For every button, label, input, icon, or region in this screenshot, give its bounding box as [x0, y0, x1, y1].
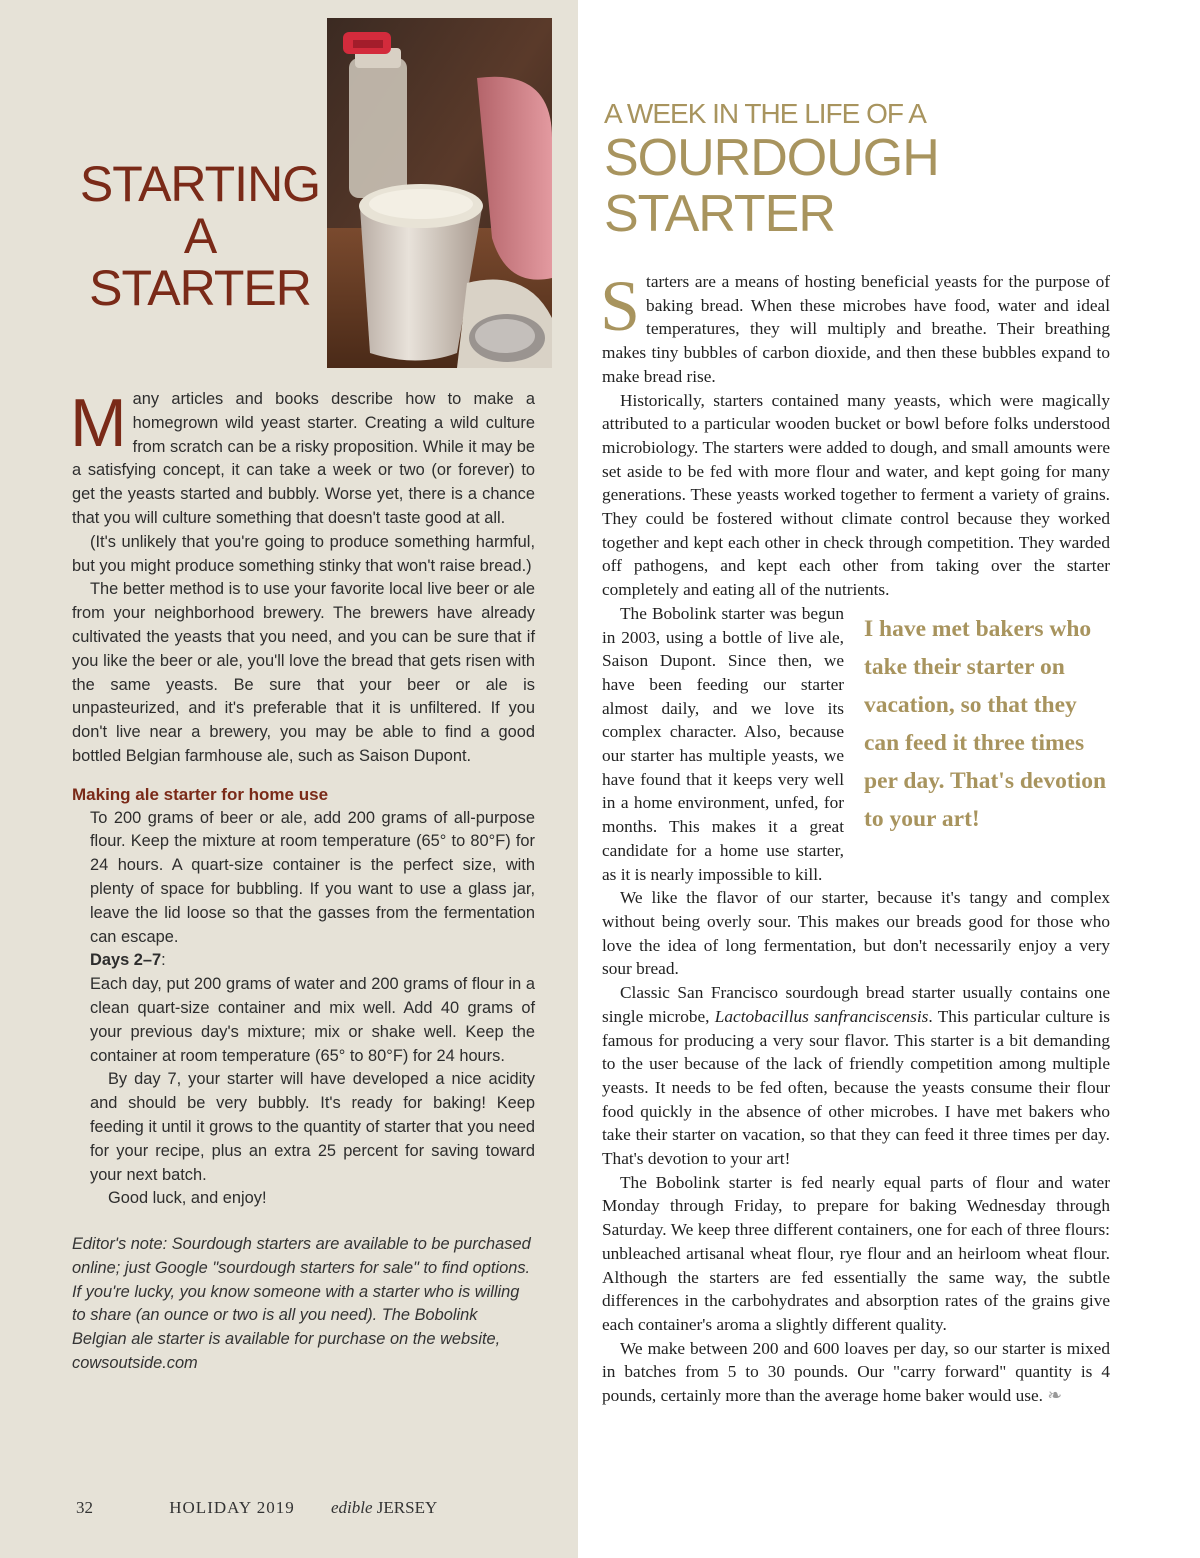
recipe-days-heading: [90, 949, 535, 973]
sidebar-title-line: A: [183, 208, 217, 264]
magazine-name: JERSEY: [376, 1498, 438, 1517]
recipe-block: [72, 807, 535, 1212]
article-headline: [604, 130, 939, 242]
article-paragraph: [600, 266, 1110, 389]
page-number: 32: [76, 1498, 93, 1517]
recipe-step: Each day, put 200 grams of water and 200 grams of flour in a clean quart-size container and mix well. Add 40 grams of your previous day's mixture; mix or shake well. Keep the container at room temperature (65° to 80°F) for 24 hours.: [90, 975, 535, 1065]
sidebar-title-line: STARTER: [89, 260, 311, 316]
sidebar-intro-text: any articles and books describe how to make a homegrown wild yeast starter. Creating a wild culture from scratch can be a risky proposition. While it may be a satisfying concept, it can take a week or two (or forever) to get the yeasts started and bubbly. Worse yet, there is a chance that you will culture something that doesn't taste good at all.: [72, 390, 535, 527]
article-kicker: A WEEK IN THE LIFE OF A: [604, 98, 926, 129]
drop-cap: M: [70, 385, 127, 461]
sidebar-title-line: STARTING: [79, 156, 321, 212]
sidebar-intro-paragraph: [70, 385, 535, 531]
article-paragraph: The Bobolink starter was begun in 2003, using a bottle of live ale, Saison Dupont. Since then, we have been feeding our starter almost daily, and we love its complex character. Also, because our starter has multiple yeasts, we have found that it keeps very well in a home environment, unfed, for months. This makes it a great candidate for a home use starter, as it is nearly impossible to kill.: [602, 603, 844, 884]
sidebar-paragraph: (It's unlikely that you're going to produce something harmful, but you might produce something stinky that won't raise bread.): [72, 532, 535, 575]
recipe-heading: Making ale starter for home use: [72, 784, 329, 804]
starter-jar-photo: [327, 18, 552, 368]
article-text: . This particular culture is famous for producing a very sour flavor. This starter is a bit demanding to the user because of the lack of friendly competition among multiple yeasts. It needs to be fed often, because the yeasts consume their flour food quickly in the absence of other microbes. I have met bakers who take their starter on vacation, so that they can feed it three times per day. That's devotion to your art!: [602, 1006, 1110, 1169]
article-paragraph: [602, 981, 1110, 1171]
days-label: Days 2–7: [90, 951, 162, 970]
issue-label: HOLIDAY 2019: [169, 1498, 295, 1517]
magazine-name-italic: edible: [331, 1498, 373, 1517]
article-text: Classic San Francisco sourdough bread starter usually contains one single microbe,: [602, 983, 1110, 1026]
article-paragraph: Historically, starters contained many yeasts, which were magically attributed to a particular wooden bucket or bowl before folks understood microbiology. The starters were added to dough, and small amounts were set aside to be fed with more flour and water, and kept going for many generations. These yeasts worked together to ferment a variety of grains. They could be fostered without climate control because they worked together and kept each other in check through competition. They warded off pathogens, and kept each other from taking over the starter completely and eating all of the nutrients.: [602, 390, 1110, 600]
article-body: [600, 266, 1110, 1408]
article-paragraph: [602, 1337, 1110, 1408]
article-paragraph: We like the flavor of our starter, because it's tangy and complex without being overly sour. This makes our breads good for those who love the idea of long fermentation, but don't necessarily enjoy a very sour bread.: [602, 888, 1110, 979]
recipe-closing: Good luck, and enjoy!: [108, 1189, 267, 1208]
days-colon: :: [161, 951, 166, 970]
species-name: Lactobacillus sanfranciscensis: [714, 1006, 929, 1026]
pull-quote: I have met bakers who take their starter on vacation, so that they can feed it three times per day. That's devotion to your art!: [864, 615, 1107, 832]
article-intro-text: tarters are a means of hosting beneficial yeasts for the purpose of baking bread. When these microbes have food, water and ideal temperatures, they will multiply and breathe. Their breathing makes tiny bubbles of carbon dioxide, and then these bubbles expand to make bread rise.: [602, 272, 1110, 386]
recipe-step: By day 7, your starter will have developed a nice acidity and should be very bubbly. It's ready for baking! Keep feeding it until it grows to the quantity of starter that you need for your recipe, plus an extra 25 percent for saving toward your next batch.: [90, 1070, 535, 1184]
drop-cap: S: [600, 266, 641, 346]
article-paragraph: The Bobolink starter is fed nearly equal parts of flour and water Monday through Friday, to prepare for baking Wednesday through Saturday. We keep three different containers, one for each of three flours: unbleached artisanal wheat flour, rye flour and an heirloom wheat flour. Although the starters are fed essentially the same way, the subtle differences in the carbohydrates and absorption rates of the grains give each container's aroma a slightly different quality.: [602, 1172, 1110, 1334]
sidebar-title: [60, 158, 340, 314]
headline-line: STARTER: [604, 185, 835, 243]
end-mark-icon: ❧: [1047, 1386, 1062, 1406]
sidebar-paragraph: The better method is to use your favorite local live beer or ale from your neighborhood brewery. The brewers have already cultivated the yeasts that you need, and you can be sure that if you like the beer or ale, you'll love the bread that gets risen with the same yeasts. Be sure that your beer or ale is unpasteurized, and it's preferable that it is unfiltered. If you don't live near a brewery, you may be able to find a good bottled Belgian farmhouse ale, such as Saison Dupont.: [72, 580, 535, 765]
article-text: We make between 200 and 600 loaves per day, so our starter is mixed in batches from 5 to 30 pounds. Our "carry forward" quantity is 4 pounds, certainly more than the average home baker would use.: [602, 1338, 1110, 1406]
headline-line: SOURDOUGH: [604, 129, 939, 187]
recipe-step: To 200 grams of beer or ale, add 200 grams of all-purpose flour. Keep the mixture at room temperature (65° to 80°F) for 24 hours. A quart-size container is the perfect size, with plenty of space for bubbling. If you want to use a glass jar, leave the lid loose so that the gasses from the fermentation can escape.: [90, 808, 535, 946]
sidebar-body: [70, 385, 535, 1376]
editor-note: Editor's note: Sourdough starters are available to be purchased online; just Google "sourdough starters for sale" to find options. If you're lucky, you know someone with a starter who is willing to share (an ounce or two is all you need). The Bobolink Belgian ale starter is available for purchase on the website, cowsoutside.com: [72, 1235, 531, 1373]
page-footer: [76, 1498, 437, 1518]
